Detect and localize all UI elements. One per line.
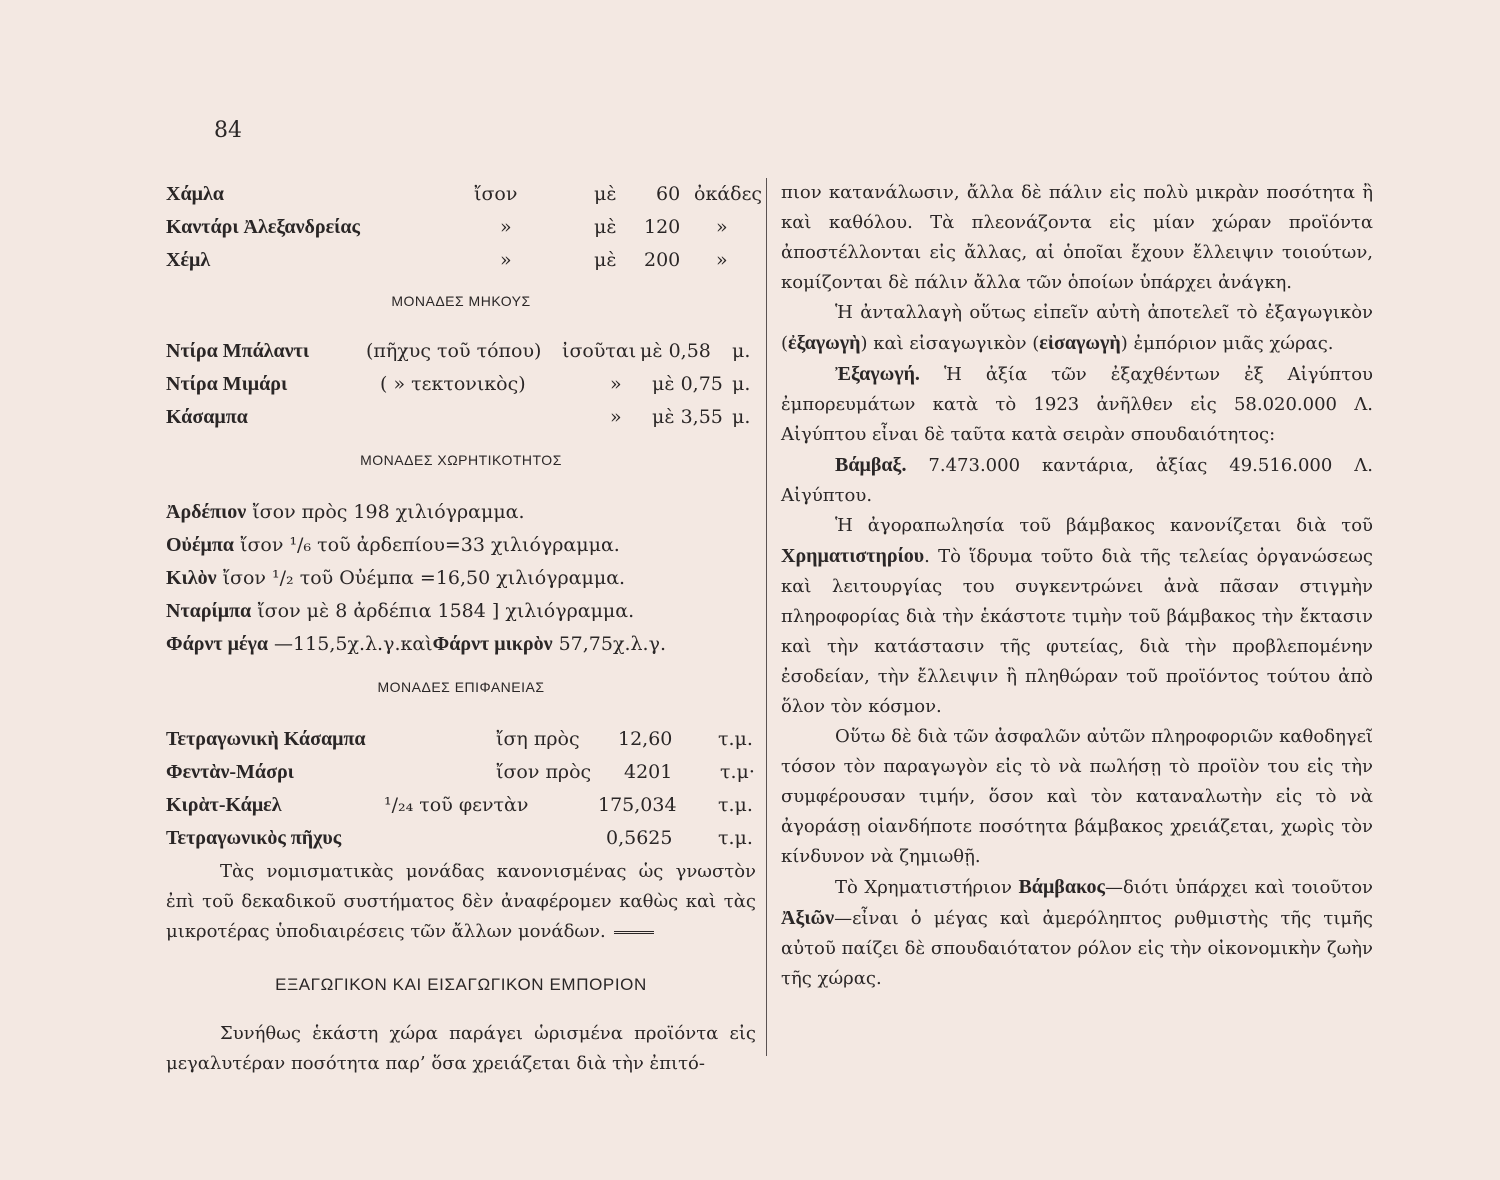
paragraph bbox=[781, 359, 1373, 450]
unit: μ. bbox=[732, 406, 751, 428]
unit-text: ἴσον ¹/₆ τοῦ ἀρδεπίου=33 χιλιόγραμμα. bbox=[233, 534, 620, 556]
unit-name: Κιρὰτ-Κάμελ bbox=[166, 794, 282, 816]
value: 175,034 bbox=[598, 794, 677, 816]
unit-name: Χέμλ bbox=[166, 249, 211, 271]
list-item bbox=[166, 496, 756, 529]
right-column bbox=[781, 178, 1373, 994]
text: Τὸ Χρηματιστήριον bbox=[835, 877, 1019, 898]
table-row bbox=[166, 723, 756, 756]
unit-name: Οὐέμπα bbox=[166, 534, 234, 556]
text: 7.473.000 καντάρια, ἀξίας 49.516.000 Λ. Αἰγύπτου. bbox=[781, 455, 1373, 506]
end-rule bbox=[614, 931, 654, 934]
length-heading: ΜΟΝΑΔΕΣ ΜΗΚΟΥΣ bbox=[391, 293, 531, 309]
trade-heading: ΕΞΑΓΩΓΙΚΟΝ ΚΑΙ ΕΙΣΑΓΩΓΙΚΟΝ ΕΜΠΟΡΙΟΝ bbox=[275, 975, 647, 994]
paragraph bbox=[781, 450, 1373, 511]
note-text: Τὰς νομισματικὰς μονάδας κανονισμένας ὡς γνωστὸν ἐπὶ τοῦ δεκαδικοῦ συστήματος δὲν ἀναφέρομεν καθὼς καὶ τὰς μικροτέρας ὑποδιαιρέσεις τῶν ἄλλων μονάδων. bbox=[166, 861, 756, 942]
text: . Τὸ ἵδρυμα τοῦτο διὰ τῆς τελείας ὀργανώσεως καὶ λειτουργίας του συγκεντρώνει ἀνὰ πᾶσαν στιγμὴν πληροφορίας διὰ τὴν ἑκάστοτε τιμὴν τοῦ βάμβακος τὴν ἔκτασιν καὶ τὴν κατάστασιν τῆς φυτείας, διὰ τὴν προβλεπομένην ἐσοδείαν, τὴν ἔλλειψιν ἢ πληθώραν τοῦ προϊόντος τούτου ἀπὸ ὅλον τὸν κόσμον. bbox=[781, 546, 1373, 717]
unit-name: Τετραγωνικὸς πῆχυς bbox=[166, 827, 342, 849]
list-item bbox=[166, 562, 756, 595]
preposition: μὲ bbox=[594, 183, 617, 205]
unit: ὀκάδες bbox=[694, 183, 763, 205]
unit-name: Νταρίμπα bbox=[166, 600, 252, 622]
text: ) ἐμπόριον μιᾶς χώρας. bbox=[1120, 333, 1334, 354]
relation: ¹/₂₄ τοῦ φεντὰν bbox=[384, 794, 529, 816]
unit: » bbox=[716, 216, 728, 238]
unit-name: Ντίρα Μπάλαντι bbox=[166, 340, 310, 362]
value: μὲ 3,55 bbox=[652, 406, 723, 428]
term: Βάμβακος bbox=[1018, 876, 1105, 898]
page-number: 84 bbox=[214, 118, 242, 143]
list-item bbox=[166, 628, 756, 661]
relation: ἰσοῦται bbox=[562, 340, 637, 362]
term: ἐξαγωγὴ bbox=[788, 332, 861, 354]
paragraph bbox=[781, 298, 1373, 359]
unit: τ.μ. bbox=[718, 794, 753, 816]
capacity-heading: ΜΟΝΑΔΕΣ ΧΩΡΗΤΙΚΟΤΗΤΟΣ bbox=[360, 452, 562, 468]
relation: » bbox=[500, 249, 512, 271]
unit-name: Ντίρα Μιμάρι bbox=[166, 373, 288, 395]
unit-name: Ἀρδέπιον bbox=[166, 501, 247, 523]
unit-text: ἴσον ¹/₂ τοῦ Οὐέμπα =16,50 χιλιόγραμμα. bbox=[216, 567, 626, 589]
term: Ἐξαγωγή. bbox=[835, 363, 920, 385]
table-row bbox=[166, 822, 756, 855]
table-row bbox=[166, 756, 756, 789]
value: 4201 bbox=[624, 761, 673, 783]
preposition: μὲ bbox=[594, 216, 617, 238]
term: Βάμβαξ. bbox=[835, 454, 907, 476]
text: —διότι ὑπάρχει καὶ τοιοῦτον bbox=[1104, 877, 1373, 898]
unit: τ.μ. bbox=[718, 827, 753, 849]
relation: » bbox=[500, 216, 512, 238]
table-row bbox=[166, 244, 756, 277]
table-row bbox=[166, 178, 763, 211]
unit-name: Κιλὸν bbox=[166, 567, 217, 589]
relation: ἴσον πρὸς bbox=[496, 761, 592, 783]
value: 12,60 bbox=[618, 728, 673, 750]
unit-text: ἴσον μὲ 8 ἀρδέπια 1584 ] χιλιόγραμμα. bbox=[251, 600, 635, 622]
value: 60 bbox=[656, 183, 681, 205]
table-row bbox=[166, 211, 756, 244]
table-row bbox=[166, 368, 756, 401]
paragraph bbox=[781, 872, 1373, 994]
text: ) καὶ εἰσαγωγικὸν ( bbox=[860, 333, 1040, 354]
paragraph bbox=[781, 511, 1373, 722]
unit-name: Φάρντ μικρὸν bbox=[432, 633, 553, 655]
relation: » bbox=[610, 373, 622, 395]
description: (πῆχυς τοῦ τόπου) bbox=[366, 340, 542, 362]
value: 120 bbox=[644, 216, 681, 238]
unit-name: Χάμλα bbox=[166, 183, 224, 205]
preposition: μὲ bbox=[594, 249, 617, 271]
unit: τ.μ· bbox=[720, 761, 755, 783]
unit-text: —115,5χ.λ.γ.καὶ bbox=[268, 633, 433, 655]
list-item bbox=[166, 595, 756, 628]
unit: τ.μ. bbox=[718, 728, 753, 750]
text: Ἡ ἀνταλλαγὴ οὕτως εἰπεῖν αὐτὴ ἀποτελεῖ τὸ ἐξαγωγικὸν ( bbox=[781, 302, 1373, 354]
unit-text: ἴσον πρὸς 198 χιλιόγραμμα. bbox=[246, 501, 525, 523]
table-row bbox=[166, 401, 756, 434]
value: μὲ 0,75 bbox=[652, 373, 723, 395]
left-column bbox=[166, 178, 763, 1079]
table-row bbox=[166, 789, 756, 822]
trade-intro: Συνήθως ἑκάστη χώρα παράγει ὡρισμένα προϊόντα εἰς μεγαλυτέραν ποσότητα παρ’ ὅσα χρειάζεται διὰ τὴν ἐπιτό- bbox=[166, 1023, 756, 1074]
unit-name: Φεντὰν-Μάσρι bbox=[166, 761, 294, 783]
paragraph: Οὕτω δὲ διὰ τῶν ἀσφαλῶν αὐτῶν πληροφοριῶν καθοδηγεῖ τόσον τὸν παραγωγὸν εἰς τὸ νὰ πωλήσῃ τὸ προϊὸν του εἰς τὴν συμφέρουσαν τιμήν, ὅσον καὶ τὸν καταναλωτὴν εἰς τὸ νὰ ἀγοράσῃ οἱανδήποτε ποσότητα βάμβακος χρειάζεται, χωρὶς τὸν κίνδυνον νὰ ζημιωθῇ. bbox=[781, 726, 1373, 867]
text: Ἡ ἀξία τῶν ἐξαχθέντων ἐξ Αἰγύπτου ἐμπορευμάτων κατὰ τὸ 1923 ἀνῆλθεν εἰς 58.020.000 Λ. Αἰγύπτου εἶναι δὲ ταῦτα κατὰ σειρὰν σπουδαιότητος: bbox=[781, 364, 1373, 445]
unit-name: Τετραγωνικὴ Κάσαμπα bbox=[166, 728, 366, 750]
list-item bbox=[166, 529, 756, 562]
table-row bbox=[166, 335, 756, 368]
unit-name: Φάρντ μέγα bbox=[166, 633, 269, 655]
unit-name: Κάσαμπα bbox=[166, 406, 248, 428]
value: 200 bbox=[644, 249, 681, 271]
unit: μ. bbox=[732, 340, 751, 362]
term: εἰσαγωγὴ bbox=[1039, 332, 1121, 354]
relation: ἴσον bbox=[474, 183, 518, 205]
column-divider bbox=[766, 178, 767, 1056]
paragraph: πιον κατανάλωσιν, ἄλλα δὲ πάλιν εἰς πολὺ μικρὰν ποσότητα ἢ καὶ καθόλου. Τὰ πλεονάζοντα εἰς μίαν χώραν προϊόντα ἀποστέλλονται εἰς ἄλλας, αἱ ὁποῖαι ἔχουν ἔλλειψιν τοιούτων, κομίζονται δὲ πάλιν ἄλλα τῶν ὁποίων ὑπάρχει ἀνάγκη. bbox=[781, 182, 1373, 293]
unit: μ. bbox=[732, 373, 751, 395]
value: μὲ 0,58 bbox=[640, 340, 711, 362]
description: ( » τεκτονικὸς) bbox=[380, 373, 526, 395]
currency-note bbox=[166, 857, 756, 947]
unit-text: 57,75χ.λ.γ. bbox=[552, 633, 666, 655]
term: Χρηματιστηρίου bbox=[781, 545, 925, 567]
relation: ἴση πρὸς bbox=[496, 728, 580, 750]
unit-name: Καντάρι Ἀλεξανδρείας bbox=[166, 216, 360, 238]
surface-heading: ΜΟΝΑΔΕΣ ΕΠΙΦΑΝΕΙΑΣ bbox=[377, 679, 545, 695]
relation: » bbox=[610, 406, 622, 428]
term: Ἀξιῶν bbox=[781, 907, 835, 929]
value: 0,5625 bbox=[606, 827, 673, 849]
text: —εἶναι ὁ μέγας καὶ ἀμερόληπτος ρυθμιστὴς τῆς τιμῆς αὐτοῦ παίζει δὲ σπουδαιότατον ρόλον εἰς τὴν οἰκονομικὴν ζωὴν τῆς χώρας. bbox=[781, 908, 1373, 989]
text: Ἡ ἀγοραπωλησία τοῦ βάμβακος κανονίζεται διὰ τοῦ bbox=[835, 515, 1373, 536]
unit: » bbox=[716, 249, 728, 271]
